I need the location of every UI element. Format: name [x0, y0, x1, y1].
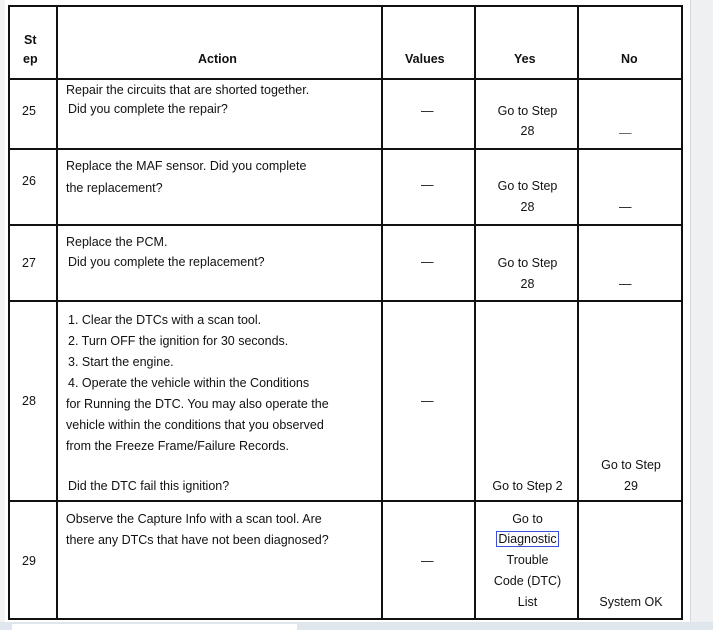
table-row: 29 Observe the Capture Info with a scan tool. Are there any DTCs that have not been diagnosed? — Go to Diagnostic Trouble Code (DTC) List System OK: [9, 501, 682, 619]
diagnostic-table: [8, 5, 683, 620]
table-row: 27 Replace the PCM. Did you complete the replacement? — Go to Step 28 —: [9, 225, 682, 301]
header-yes: Yes: [475, 6, 578, 79]
table-row: 25 Repair the circuits that are shorted together. Did you complete the repair? — Go to Step 28 —: [9, 79, 682, 149]
header-no: No: [578, 6, 682, 79]
bottom-bar: [0, 622, 713, 630]
header-values: Values: [382, 6, 475, 79]
diagnostic-link[interactable]: Diagnostic: [498, 532, 557, 546]
table-row: 28 1. Clear the DTCs with a scan tool. 2. Turn OFF the ignition for 30 seconds. 3. Start the engine. 4. Operate the vehicle within the Conditions for Running the DTC. You may also operate the vehicle within the conditions that you observed from the Freeze Frame/Failure Records. Did the DTC fail this ignition? — Go to Step 2 Go to Step 29: [9, 301, 682, 501]
scrollbar-track[interactable]: [690, 0, 713, 630]
table-row: 26 Replace the MAF sensor. Did you complete the replacement? — Go to Step 28 —: [9, 149, 682, 225]
header-step: St ep: [9, 6, 57, 79]
header-row: [9, 6, 682, 79]
left-margin: [0, 0, 5, 630]
header-action: Action: [57, 6, 382, 79]
